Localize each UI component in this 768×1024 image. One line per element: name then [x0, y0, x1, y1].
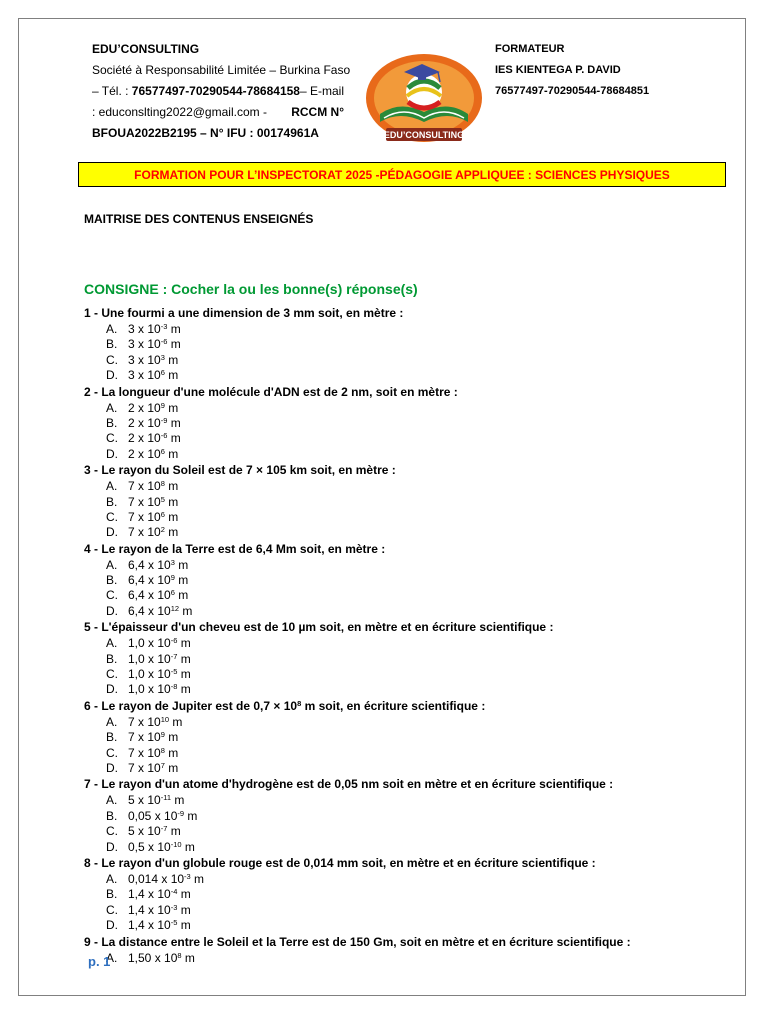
option-unit: m — [177, 667, 191, 682]
option-value — [128, 903, 191, 918]
option-letter: A. — [106, 479, 118, 494]
option-unit: m — [174, 588, 189, 603]
option-letter: B. — [106, 494, 118, 509]
option-value — [128, 337, 181, 352]
option-exponent: -5 — [170, 667, 178, 677]
answer-option[interactable] — [84, 322, 734, 337]
option-unit: m — [171, 793, 185, 808]
option-value — [128, 840, 195, 855]
option-unit: m — [164, 745, 179, 760]
phone-prefix: – Tél. : — [92, 84, 132, 98]
option-unit: m — [164, 525, 179, 540]
page-number: p. 1 — [88, 954, 111, 969]
option-base: 0,05 x 10 — [128, 808, 178, 823]
option-exponent: -3 — [184, 871, 191, 881]
option-base: 7 x 10 — [128, 730, 161, 745]
option-base: 1,0 x 10 — [128, 651, 171, 666]
option-unit: m — [181, 839, 195, 854]
question — [84, 619, 734, 698]
option-value — [128, 416, 181, 431]
company-email: : educonslting2022@gmail.com - — [92, 105, 267, 119]
option-base: 1,0 x 10 — [128, 682, 171, 697]
option-exponent: -6 — [160, 431, 168, 441]
option-exponent: -3 — [170, 902, 178, 912]
option-exponent: 8 — [160, 479, 165, 489]
option-value — [128, 353, 178, 368]
option-letter: A. — [106, 636, 118, 651]
option-unit: m — [179, 603, 193, 618]
option-value — [128, 730, 178, 745]
options-list — [84, 401, 734, 463]
option-value — [128, 322, 181, 337]
answer-option[interactable] — [84, 667, 734, 682]
option-unit: m — [177, 651, 191, 666]
question-title-exponent: 8 — [297, 698, 302, 708]
option-base: 2 x 10 — [128, 400, 161, 415]
answer-option[interactable] — [84, 604, 734, 619]
option-letter: D. — [106, 682, 118, 697]
option-value — [128, 558, 188, 573]
option-exponent: 12 — [170, 603, 180, 613]
option-value — [128, 715, 182, 730]
option-base: 6,4 x 10 — [128, 588, 171, 603]
answer-option[interactable] — [84, 872, 734, 887]
option-base: 2 x 10 — [128, 431, 161, 446]
option-unit: m — [164, 446, 179, 461]
option-value — [128, 401, 178, 416]
option-base: 6,4 x 10 — [128, 557, 171, 572]
option-exponent: 9 — [160, 400, 165, 410]
option-letter: A. — [106, 793, 118, 808]
question — [84, 855, 734, 934]
option-letter: D. — [106, 760, 118, 775]
options-list — [84, 951, 734, 966]
option-value — [128, 824, 181, 839]
option-exponent: 6 — [170, 588, 175, 598]
option-unit: m — [167, 415, 181, 430]
option-letter: B. — [106, 337, 118, 352]
answer-option[interactable] — [84, 353, 734, 368]
option-base: 7 x 10 — [128, 714, 161, 729]
answer-option[interactable] — [84, 588, 734, 603]
option-unit: m — [164, 760, 179, 775]
option-letter: A. — [106, 400, 118, 415]
question-title: 2 - La longueur d'une molécule d'ADN est de 2 nm, soit en mètre : — [84, 384, 458, 399]
option-unit: m — [167, 431, 181, 446]
answer-option[interactable] — [84, 479, 734, 494]
option-exponent: -9 — [177, 808, 185, 818]
option-exponent: 5 — [160, 494, 165, 504]
option-value — [128, 887, 191, 902]
company-ifu: BFOUA2022B2195 – N° IFU : 00174961A — [92, 126, 319, 140]
answer-option[interactable] — [84, 715, 734, 730]
company-info — [92, 39, 351, 144]
option-value — [128, 510, 178, 525]
option-letter: A. — [106, 950, 118, 965]
question — [84, 384, 734, 463]
answer-option[interactable] — [84, 401, 734, 416]
option-exponent: -10 — [170, 839, 182, 849]
option-value — [128, 793, 184, 808]
consigne: CONSIGNE : Cocher la ou les bonne(s) réponse(s) — [84, 281, 418, 297]
option-exponent: -4 — [170, 887, 178, 897]
option-unit: m — [167, 322, 181, 336]
answer-option[interactable] — [84, 746, 734, 761]
option-unit: m — [174, 557, 189, 572]
answer-option[interactable] — [84, 525, 734, 540]
option-letter: D. — [106, 368, 118, 383]
option-base: 2 x 10 — [128, 446, 161, 461]
option-base: 6,4 x 10 — [128, 603, 171, 618]
option-value — [128, 809, 197, 824]
option-exponent: -6 — [170, 636, 178, 646]
option-unit: m — [174, 573, 189, 588]
answer-option[interactable] — [84, 951, 734, 966]
option-base: 3 x 10 — [128, 337, 161, 352]
option-letter: D. — [106, 918, 118, 933]
option-base: 3 x 10 — [128, 368, 161, 383]
option-exponent: -8 — [170, 682, 178, 692]
section-title: MAITRISE DES CONTENUS ENSEIGNÉS — [84, 212, 314, 226]
option-unit: m — [190, 871, 205, 886]
option-base: 1,4 x 10 — [128, 887, 171, 902]
question-title: 7 - Le rayon d'un atome d'hydrogène est de 0,05 nm soit en mètre et en écriture scientifique : — [84, 777, 614, 792]
option-letter: A. — [106, 557, 118, 572]
option-value — [128, 636, 191, 651]
option-base: 1,50 x 10 — [128, 950, 178, 965]
answer-option[interactable] — [84, 918, 734, 933]
option-exponent: 6 — [160, 446, 165, 456]
option-value — [128, 604, 192, 619]
option-letter: B. — [106, 415, 118, 430]
option-unit: m — [177, 636, 191, 651]
option-letter: A. — [106, 322, 118, 336]
option-exponent: 9 — [160, 730, 165, 740]
answer-option[interactable] — [84, 903, 734, 918]
question-title-base: 6 - Le rayon de Jupiter est de 0,7 × 10 — [84, 698, 298, 713]
educonsulting-logo — [360, 52, 488, 148]
answer-option[interactable] — [84, 730, 734, 745]
option-letter: B. — [106, 808, 118, 823]
answer-option[interactable] — [84, 761, 734, 776]
option-exponent: -5 — [170, 918, 178, 928]
option-unit: m — [181, 950, 195, 965]
option-exponent: 10 — [160, 714, 170, 724]
option-base: 1,0 x 10 — [128, 667, 171, 682]
option-value — [128, 525, 178, 540]
question — [84, 776, 734, 855]
option-value — [128, 495, 178, 510]
question — [84, 305, 734, 384]
option-letter: C. — [106, 509, 118, 524]
question-title-rest: m soit, en écriture scientifique : — [301, 698, 486, 713]
options-list — [84, 558, 734, 620]
option-base: 7 x 10 — [128, 525, 161, 540]
trainer-info — [495, 39, 725, 102]
option-exponent: -6 — [160, 337, 168, 347]
option-exponent: 3 — [170, 557, 175, 567]
question — [84, 934, 734, 966]
option-base: 0,014 x 10 — [128, 871, 185, 886]
answer-option[interactable] — [84, 447, 734, 462]
option-value — [128, 652, 191, 667]
answer-option[interactable] — [84, 793, 734, 808]
option-exponent: 9 — [170, 573, 175, 583]
question-title: 5 - L'épaisseur d'un cheveu est de 10 µm soit, en mètre et en écriture scientifique : — [84, 620, 554, 635]
option-letter: B. — [106, 887, 118, 902]
options-list — [84, 715, 734, 777]
option-value — [128, 872, 204, 887]
option-letter: C. — [106, 352, 118, 367]
option-letter: D. — [106, 525, 118, 540]
option-exponent: 8 — [160, 745, 165, 755]
answer-option[interactable] — [84, 682, 734, 697]
answer-option[interactable] — [84, 495, 734, 510]
option-unit: m — [177, 918, 191, 933]
answer-option[interactable] — [84, 558, 734, 573]
answer-option[interactable] — [84, 652, 734, 667]
question — [84, 541, 734, 620]
option-unit: m — [164, 479, 179, 494]
answer-option[interactable] — [84, 636, 734, 651]
option-letter: D. — [106, 839, 118, 854]
option-value — [128, 918, 191, 933]
option-unit: m — [164, 494, 179, 509]
answer-option[interactable] — [84, 368, 734, 383]
option-base: 1,4 x 10 — [128, 918, 171, 933]
rccm-label: RCCM N° — [291, 105, 344, 119]
answer-option[interactable] — [84, 573, 734, 588]
option-letter: A. — [106, 871, 118, 886]
question-title — [84, 698, 734, 715]
company-phone-line — [92, 81, 344, 102]
option-unit: m — [167, 824, 181, 839]
option-letter: C. — [106, 824, 118, 839]
option-value — [128, 573, 188, 588]
formation-banner — [78, 162, 726, 187]
option-unit: m — [177, 902, 191, 917]
option-base: 1,4 x 10 — [128, 902, 171, 917]
option-value — [128, 746, 178, 761]
option-letter: C. — [106, 667, 118, 682]
option-letter: D. — [106, 446, 118, 461]
questions-list — [84, 305, 734, 966]
option-exponent: -9 — [160, 415, 168, 425]
option-value — [128, 431, 181, 446]
option-letter: D. — [106, 603, 118, 618]
answer-option[interactable] — [84, 416, 734, 431]
option-letter: C. — [106, 588, 118, 603]
email-label: – E-mail — [299, 84, 344, 98]
trainer-name: IES KIENTEGA P. DAVID — [495, 64, 621, 76]
option-base: 6,4 x 10 — [128, 573, 171, 588]
option-unit: m — [164, 730, 179, 745]
option-letter: C. — [106, 902, 118, 917]
answer-option[interactable] — [84, 824, 734, 839]
option-value — [128, 761, 178, 776]
option-exponent: 3 — [160, 352, 165, 362]
question — [84, 462, 734, 541]
answer-option[interactable] — [84, 809, 734, 824]
option-exponent: 7 — [160, 760, 165, 770]
options-list — [84, 793, 734, 855]
company-email-line — [92, 102, 344, 123]
option-exponent: 6 — [160, 368, 165, 378]
banner-text: FORMATION POUR L’INSPECTORAT 2025 -PÉDAGOGIE APPLIQUEE : SCIENCES PHYSIQUES — [134, 167, 670, 182]
option-value — [128, 447, 178, 462]
option-base: 0,5 x 10 — [128, 839, 171, 854]
option-exponent: 6 — [160, 509, 165, 519]
option-exponent: 8 — [177, 950, 182, 960]
option-unit: m — [177, 887, 191, 902]
option-exponent: -3 — [160, 322, 168, 331]
option-base: 3 x 10 — [128, 352, 161, 367]
question-title: 3 - Le rayon du Soleil est de 7 × 105 km soit, en mètre : — [84, 463, 396, 478]
option-unit: m — [164, 400, 179, 415]
answer-option[interactable] — [84, 840, 734, 855]
question-title: 4 - Le rayon de la Terre est de 6,4 Mm soit, en mètre : — [84, 541, 386, 556]
option-base: 1,0 x 10 — [128, 636, 171, 651]
question-title: 1 - Une fourmi a une dimension de 3 mm soit, en mètre : — [84, 306, 404, 320]
option-unit: m — [164, 368, 179, 383]
answer-option[interactable] — [84, 431, 734, 446]
options-list — [84, 479, 734, 541]
option-letter: B. — [106, 730, 118, 745]
company-phones: 76577497-70290544-78684158 — [131, 84, 300, 98]
question-title: 9 - La distance entre le Soleil et la Terre est de 150 Gm, soit en mètre et en écriture scientifique : — [84, 934, 631, 949]
answer-option[interactable] — [84, 337, 734, 352]
option-exponent: -7 — [170, 651, 178, 661]
trainer-phones: 76577497-70290544-78684851 — [495, 85, 650, 97]
option-unit: m — [164, 352, 179, 367]
option-value — [128, 479, 178, 494]
option-unit: m — [177, 682, 191, 697]
trainer-role: FORMATEUR — [495, 43, 565, 55]
option-base: 7 x 10 — [128, 494, 161, 509]
option-base: 2 x 10 — [128, 415, 161, 430]
option-unit: m — [184, 808, 198, 823]
logo-text: EDU’CONSULTING — [383, 130, 465, 140]
option-base: 7 x 10 — [128, 760, 161, 775]
option-letter: C. — [106, 431, 118, 446]
option-value — [128, 368, 178, 383]
option-value — [128, 667, 191, 682]
option-unit: m — [167, 337, 181, 352]
question-title: 8 - Le rayon d'un globule rouge est de 0,014 mm soit, en mètre et en écriture scientifique : — [84, 855, 596, 870]
company-legal: Société à Responsabilité Limitée – Burkina Faso — [92, 63, 351, 77]
option-letter: B. — [106, 573, 118, 588]
option-value — [128, 951, 195, 966]
option-base: 3 x 10 — [128, 322, 161, 336]
option-base: 7 x 10 — [128, 745, 161, 760]
answer-option[interactable] — [84, 887, 734, 902]
option-base: 7 x 10 — [128, 479, 161, 494]
option-exponent: -7 — [160, 824, 168, 834]
options-list — [84, 636, 734, 698]
options-list — [84, 322, 734, 384]
option-letter: C. — [106, 745, 118, 760]
question — [84, 698, 734, 777]
option-value — [128, 588, 188, 603]
option-base: 5 x 10 — [128, 793, 161, 808]
company-name: EDU’CONSULTING — [92, 42, 200, 56]
option-letter: A. — [106, 714, 118, 729]
option-unit: m — [164, 509, 179, 524]
option-letter: B. — [106, 651, 118, 666]
option-exponent: 2 — [160, 525, 165, 535]
option-unit: m — [169, 714, 183, 729]
answer-option[interactable] — [84, 510, 734, 525]
option-base: 5 x 10 — [128, 824, 161, 839]
option-base: 7 x 10 — [128, 509, 161, 524]
option-exponent: -11 — [160, 793, 171, 803]
option-value — [128, 682, 191, 697]
options-list — [84, 872, 734, 934]
